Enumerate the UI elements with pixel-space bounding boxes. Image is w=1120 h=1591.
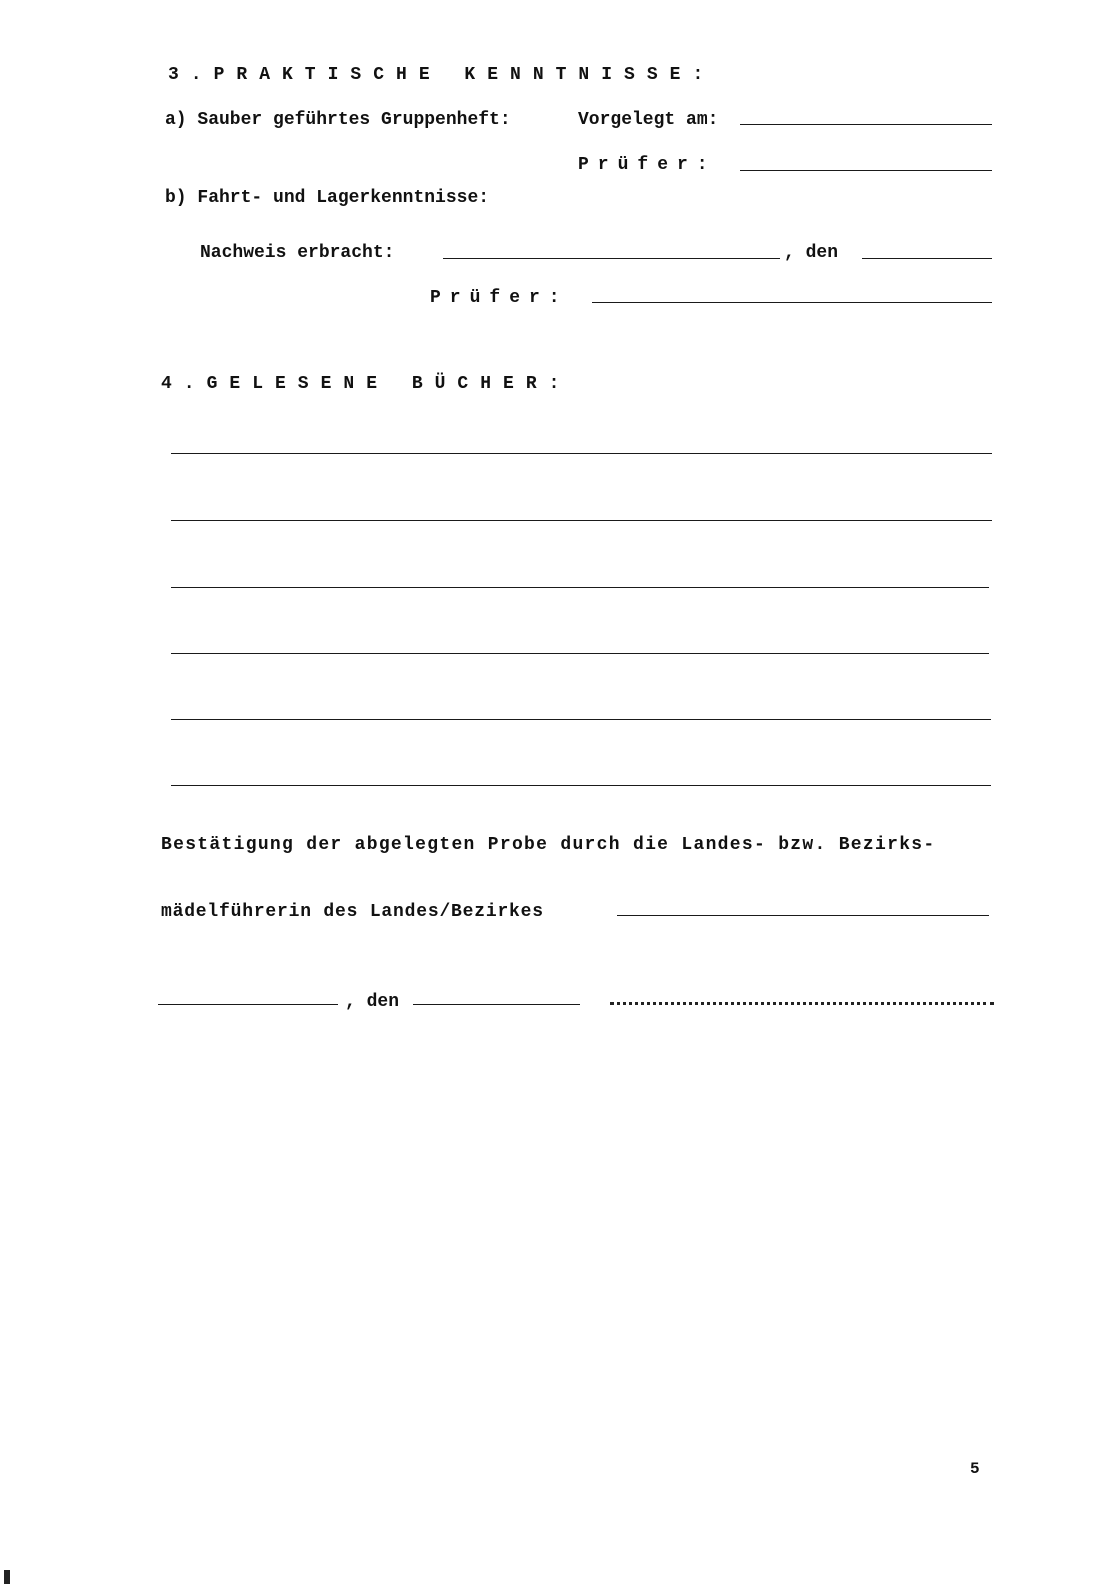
place-field[interactable] (158, 1004, 338, 1005)
examiner-a-label: Prüfer: (578, 155, 717, 175)
page-number: 5 (970, 1460, 980, 1478)
presented-on-field[interactable] (740, 124, 992, 125)
section3-heading: 3.PRAKTISCHE KENNTNISSE: (168, 65, 716, 85)
section4-heading: 4.GELESENE BÜCHER: (161, 374, 572, 394)
confirmation-date-label: , den (345, 992, 400, 1012)
book-line[interactable] (171, 719, 991, 720)
examiner-a-field[interactable] (740, 170, 992, 171)
book-line[interactable] (171, 785, 991, 786)
presented-on-label: Vorgelegt am: (578, 110, 719, 130)
scan-mark (4, 1570, 10, 1584)
leader-field[interactable] (617, 915, 989, 916)
fahrt-lager-label: b) Fahrt- und Lagerkenntnisse: (165, 188, 490, 208)
confirmation-line1: Bestätigung der abgelegten Probe durch die Landes- bzw. Bezirks- (161, 835, 936, 855)
book-line[interactable] (171, 653, 989, 654)
proof-date-field[interactable] (862, 258, 992, 259)
gruppenheft-label: a) Sauber geführtes Gruppenheft: (165, 110, 511, 130)
examiner-b-label: Prüfer: (430, 288, 569, 308)
confirmation-line2: mädelführerin des Landes/Bezirkes (161, 902, 544, 922)
book-line[interactable] (171, 587, 989, 588)
signature-field[interactable] (610, 1002, 994, 1005)
confirmation-date-field[interactable] (413, 1004, 580, 1005)
proof-field[interactable] (443, 258, 780, 259)
book-line[interactable] (171, 520, 992, 521)
book-line[interactable] (171, 453, 992, 454)
examiner-b-field[interactable] (592, 302, 992, 303)
proof-date-label: , den (784, 243, 839, 263)
proof-label: Nachweis erbracht: (200, 243, 395, 263)
